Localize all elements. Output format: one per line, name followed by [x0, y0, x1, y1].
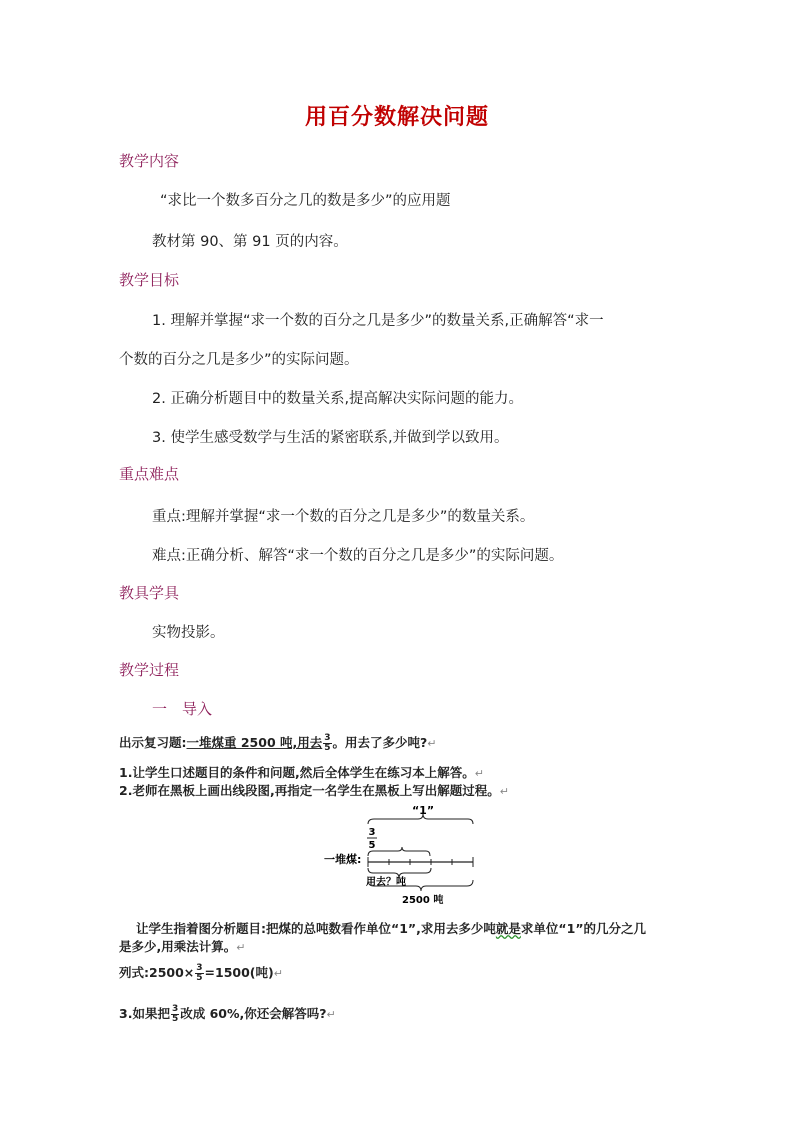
section-heading-process: 教学过程: [119, 661, 180, 679]
formula-fraction: [195, 964, 203, 983]
section-heading-goals: 教学目标: [119, 271, 180, 289]
review-prefix: 出示复习题:: [119, 735, 187, 750]
step-2: [119, 781, 509, 799]
section-heading-tools: 教具学具: [119, 584, 180, 602]
fraction-denominator: 5: [171, 1014, 179, 1024]
goal-item-3: 3. 使学生感受数学与生活的紧密联系,并做到学以致用。: [152, 430, 509, 446]
process-subheading: 一 导入: [152, 700, 213, 718]
fraction-denominator: 5: [324, 743, 331, 753]
analysis-a: 让学生指着图分析题目:把煤的总吨数看作单位“1”,求用去多少吨: [136, 921, 496, 936]
review-question: [119, 733, 437, 753]
diagram-used-label: 用去？吨: [366, 877, 406, 888]
question-3: [119, 1004, 336, 1024]
return-mark: ↵: [236, 941, 246, 954]
fraction-denominator: 5: [196, 973, 203, 983]
fraction-brace: [368, 847, 430, 856]
fraction-numerator: 3: [171, 1004, 179, 1014]
step-2-text: 2.老师在黑板上画出线段图,再指定一名学生在黑板上写出解题过程。: [119, 783, 500, 798]
content-line-1: “求比一个数多百分之几的数是多少”的应用题: [160, 193, 451, 209]
q3-suffix: 改成 60%,你还会解答吗?: [180, 1006, 327, 1021]
q3-fraction: [171, 1005, 179, 1024]
formula-prefix: 列式:2500×: [119, 965, 195, 980]
tools-line: 实物投影。: [152, 625, 225, 641]
section-heading-keypoints: 重点难点: [119, 465, 180, 483]
analysis-line-1: [136, 919, 646, 937]
review-suffix: 。用去了多少吨?: [332, 735, 428, 750]
diagram-whole-label: “1”: [411, 804, 435, 817]
content-line-2: 教材第 90、第 91 页的内容。: [152, 234, 348, 250]
diagram-total-label: 2500 吨: [402, 895, 444, 906]
formula-suffix: =1500(吨): [204, 965, 274, 980]
keypoint-difficult: 难点:正确分析、解答“求一个数的百分之几是多少”的实际问题。: [152, 548, 564, 564]
q3-prefix: 3.如果把: [119, 1006, 170, 1021]
fraction-three-fifths: [323, 734, 331, 753]
review-underlined: 一堆煤重 2500 吨,用去: [186, 735, 323, 750]
return-mark: ↵: [326, 1008, 336, 1021]
goal-item-2: 2. 正确分析题目中的数量关系,提高解决实际问题的能力。: [152, 391, 524, 407]
goal-item-1b: 个数的百分之几是多少”的实际问题。: [119, 352, 359, 368]
formula-line: [119, 963, 283, 983]
line-segment-diagram: [320, 800, 490, 910]
goal-item-1a: 1. 理解并掌握“求一个数的百分之几是多少”的数量关系,正确解答“求一: [152, 313, 604, 329]
analysis-line-2: [119, 937, 245, 955]
return-mark: ↵: [474, 767, 484, 780]
page-title: 用百分数解决问题: [304, 105, 489, 130]
return-mark: ↵: [273, 967, 283, 980]
diagram-fraction-den: 5: [368, 840, 376, 851]
section-heading-content: 教学内容: [119, 152, 180, 170]
diagram-left-label: 一堆煤:: [324, 853, 362, 866]
return-mark: ↵: [427, 737, 437, 750]
analysis-c: 是多少,用乘法计算。: [119, 939, 237, 954]
diagram-fraction-num: 3: [368, 827, 376, 838]
fraction-numerator: 3: [196, 963, 203, 973]
fraction-numerator: 3: [324, 733, 331, 743]
analysis-b: 求单位“1”的几分之几: [520, 921, 647, 936]
return-mark: ↵: [499, 785, 509, 798]
keypoint-key: 重点:理解并掌握“求一个数的百分之几是多少”的数量关系。: [152, 509, 535, 525]
step-1: [119, 763, 484, 781]
step-1-text: 1.让学生口述题目的条件和问题,然后全体学生在练习本上解答。: [119, 765, 475, 780]
analysis-wavy: 就是: [495, 921, 521, 936]
